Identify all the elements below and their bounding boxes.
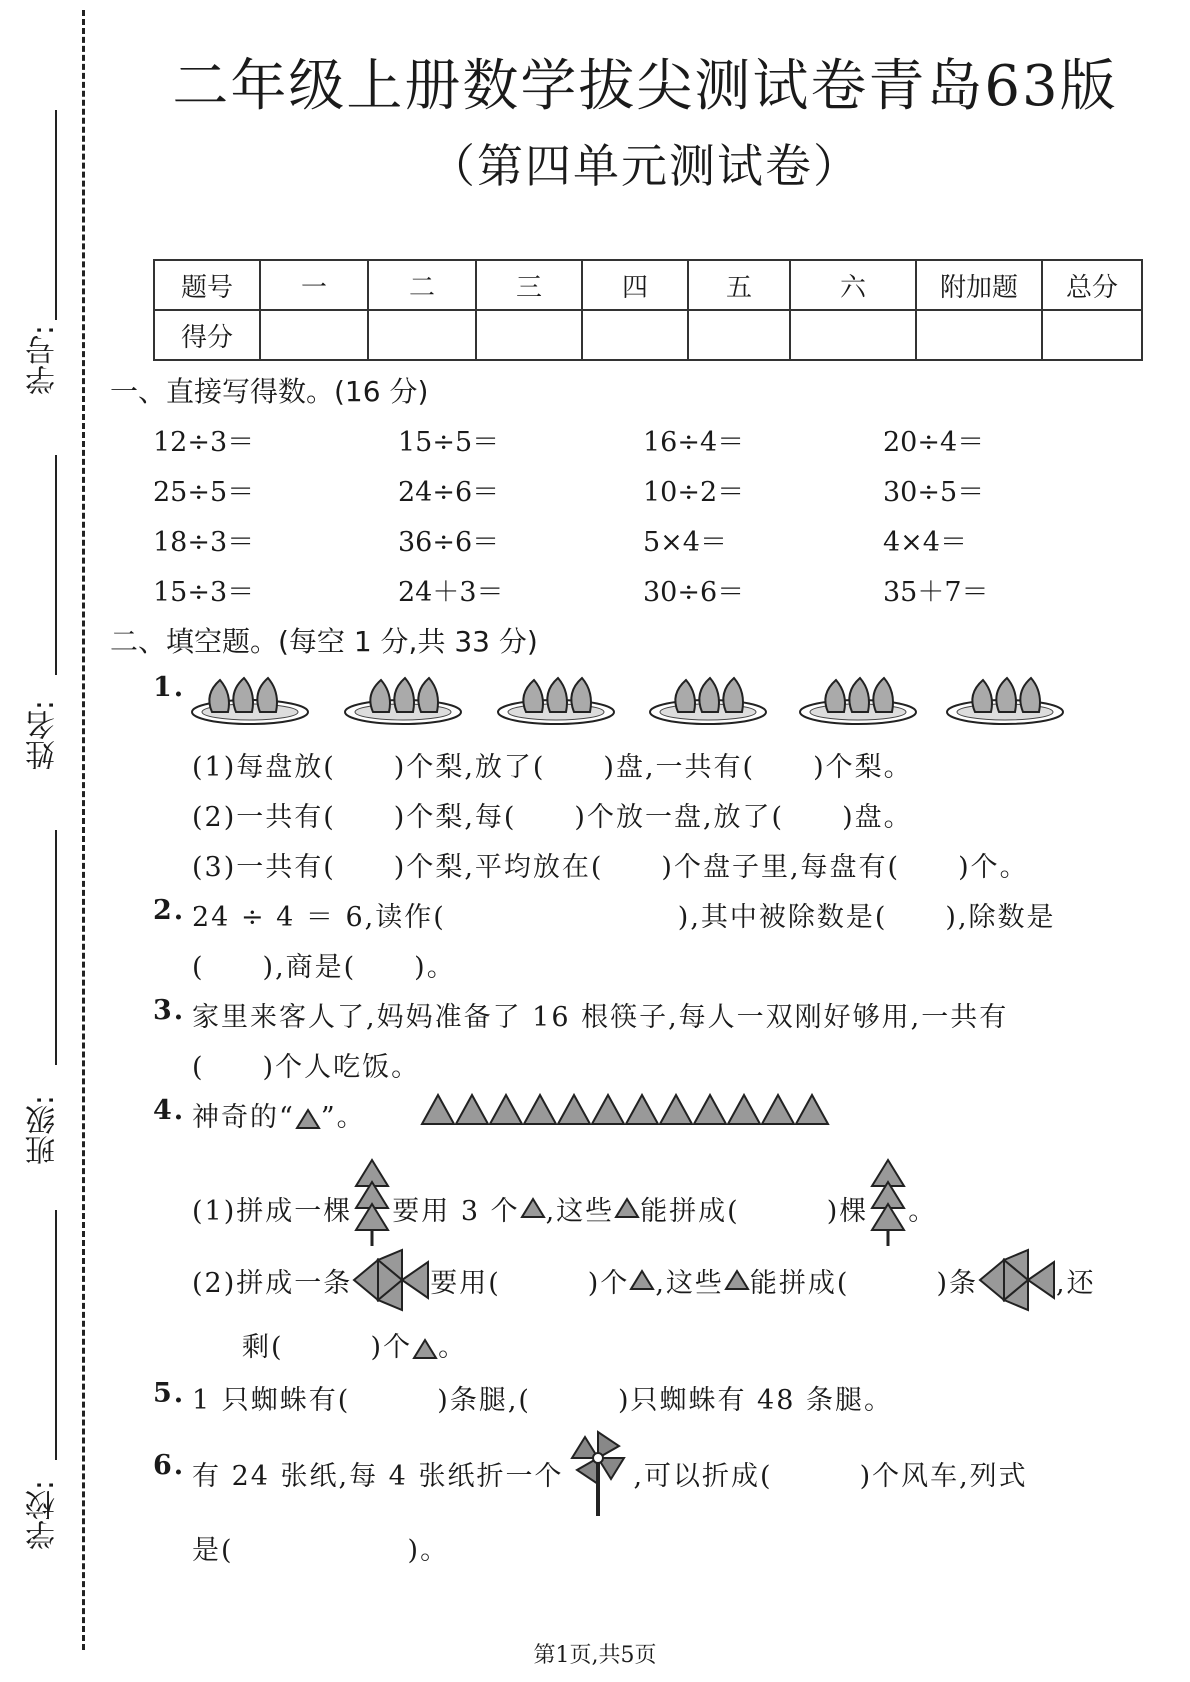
q4-sub2-b: 要用( )个 [430, 1267, 630, 1299]
arith-item: 18÷3＝ [153, 527, 255, 558]
page-subtitle: （第四单元测试卷） [429, 139, 861, 193]
q6-line1-a: 有 24 张纸,每 4 张纸折一个 [192, 1460, 564, 1492]
arith-item: 4×4＝ [883, 527, 967, 558]
q2-number: 2. [153, 895, 186, 926]
arith-item: 12÷3＝ [153, 427, 255, 458]
score-blank[interactable] [582, 310, 688, 360]
pear-plate-icon [343, 668, 463, 728]
arith-item: 24＋3＝ [398, 577, 504, 608]
arith-item: 20÷4＝ [883, 427, 985, 458]
score-blank[interactable] [916, 310, 1042, 360]
pear-plate-icon [648, 668, 768, 728]
score-blank[interactable] [790, 310, 916, 360]
triangle-icon [724, 1269, 750, 1291]
arith-item: 30÷5＝ [883, 477, 985, 508]
pinwheel-icon [563, 1428, 633, 1518]
score-cell: 六 [790, 260, 916, 310]
q6-line2: 是( )。 [192, 1535, 450, 1566]
q4-sub3-b: 。 [438, 1332, 468, 1363]
q1-sub2: (2)一共有( )个梨,每( )个放一盘,放了( )盘。 [192, 802, 913, 833]
q2-line2: ( ),商是( )。 [192, 952, 456, 983]
score-cell: 五 [688, 260, 790, 310]
q6-line1 [192, 1428, 1028, 1518]
q1-number: 1. [153, 672, 186, 703]
score-cell: 题号 [154, 260, 260, 310]
fish-shape-icon [352, 1248, 430, 1312]
triangle-icon [295, 1108, 321, 1130]
q4-sub1 [192, 1168, 937, 1248]
score-blank[interactable] [368, 310, 476, 360]
triangle-icon [629, 1269, 655, 1291]
q4-sub2-a: (2)拼成一条 [192, 1267, 353, 1299]
arith-item: 25÷5＝ [153, 477, 255, 508]
pear-plate-icon [798, 668, 918, 728]
q4-number: 4. [153, 1095, 186, 1126]
student-no-label: 学号: [26, 325, 61, 396]
tree-icon [868, 1158, 908, 1248]
pear-plate-icon [945, 668, 1065, 728]
arith-item: 15÷5＝ [398, 427, 500, 458]
q4-sub1-b: 要用 3 个 [392, 1195, 520, 1227]
q4-sub1-e: 。 [908, 1195, 938, 1227]
pear-plate-icon [496, 668, 616, 728]
fish-shape-icon [978, 1248, 1056, 1312]
q4-sub3-a: 剩( )个 [242, 1332, 413, 1363]
q4-sub1-a: (1)拼成一棵 [192, 1195, 353, 1227]
q4-sub2-e: ,还 [1056, 1267, 1096, 1299]
score-cell: 附加题 [916, 260, 1042, 310]
score-cell: 二 [368, 260, 476, 310]
page-title: 二年级上册数学拔尖测试卷青岛63版 [172, 54, 1118, 119]
arith-item: 10÷2＝ [643, 477, 745, 508]
q3-number: 3. [153, 995, 186, 1026]
arith-item: 36÷6＝ [398, 527, 500, 558]
class-line [55, 830, 57, 1065]
q4-sub3 [242, 1325, 467, 1364]
score-cell: 四 [582, 260, 688, 310]
score-blank[interactable] [260, 310, 368, 360]
triangle-row-icon [420, 1092, 860, 1126]
arith-item: 24÷6＝ [398, 477, 500, 508]
section1-heading: 一、直接写得数。(16 分) [110, 375, 429, 408]
q1-sub3: (3)一共有( )个梨,平均放在( )个盘子里,每盘有( )个。 [192, 852, 1029, 883]
arith-item: 30÷6＝ [643, 577, 745, 608]
q5-text: 1 只蜘蛛有( )条腿,( )只蜘蛛有 48 条腿。 [192, 1385, 893, 1416]
arith-item: 5×4＝ [643, 527, 727, 558]
section2-heading: 二、填空题。(每空 1 分,共 33 分) [110, 625, 538, 658]
q4-intro [192, 1095, 366, 1134]
q5-number: 5. [153, 1378, 186, 1409]
triangle-icon [520, 1197, 546, 1219]
q1-sub1: (1)每盘放( )个梨,放了( )盘,一共有( )个梨。 [192, 752, 913, 783]
arith-item: 15÷3＝ [153, 577, 255, 608]
q3-line2: ( )个人吃饭。 [192, 1052, 421, 1083]
q4-sub2 [192, 1248, 1096, 1312]
pear-plate-icon [190, 668, 310, 728]
score-cell: 三 [476, 260, 582, 310]
school-line [55, 1210, 57, 1460]
q4-sub2-d: 能拼成( )条 [749, 1267, 978, 1299]
q4-sub1-d: 能拼成( )棵 [640, 1195, 869, 1227]
triangle-icon [614, 1197, 640, 1219]
score-cell: 总分 [1042, 260, 1142, 310]
score-cell: 一 [260, 260, 368, 310]
q4-sub2-c: ,这些 [655, 1267, 724, 1299]
q4-intro-b: ”。 [320, 1102, 366, 1133]
score-blank[interactable] [1042, 310, 1142, 360]
q4-sub1-c: ,这些 [545, 1195, 615, 1227]
student-no-line [55, 110, 57, 320]
tree-icon [352, 1158, 392, 1248]
arith-item: 16÷4＝ [643, 427, 745, 458]
arith-item: 35＋7＝ [883, 577, 989, 608]
triangle-icon [412, 1338, 438, 1360]
q6-line1-b: ,可以折成( )个风车,列式 [633, 1460, 1028, 1492]
name-line [55, 455, 57, 675]
q3-line1: 家里来客人了,妈妈准备了 16 根筷子,每人一双刚好够用,一共有 [192, 1002, 1009, 1033]
q4-intro-a: 神奇的“ [192, 1102, 295, 1133]
school-label: 学校: [26, 1480, 61, 1551]
score-table [153, 259, 1143, 361]
score-blank[interactable] [476, 310, 582, 360]
score-table-score-row [154, 310, 1142, 360]
q2-line1: 24 ÷ 4 ＝ 6,读作( ),其中被除数是( ),除数是 [192, 902, 1056, 933]
binding-dash-line [82, 10, 85, 1650]
score-blank[interactable] [688, 310, 790, 360]
score-row-label: 得分 [154, 310, 260, 360]
page-footer: 第1页,共5页 [533, 1643, 657, 1668]
class-label: 班级: [26, 1095, 61, 1166]
score-table-header-row [154, 260, 1142, 310]
q6-number: 6. [153, 1450, 186, 1481]
name-label: 姓名: [26, 700, 61, 771]
